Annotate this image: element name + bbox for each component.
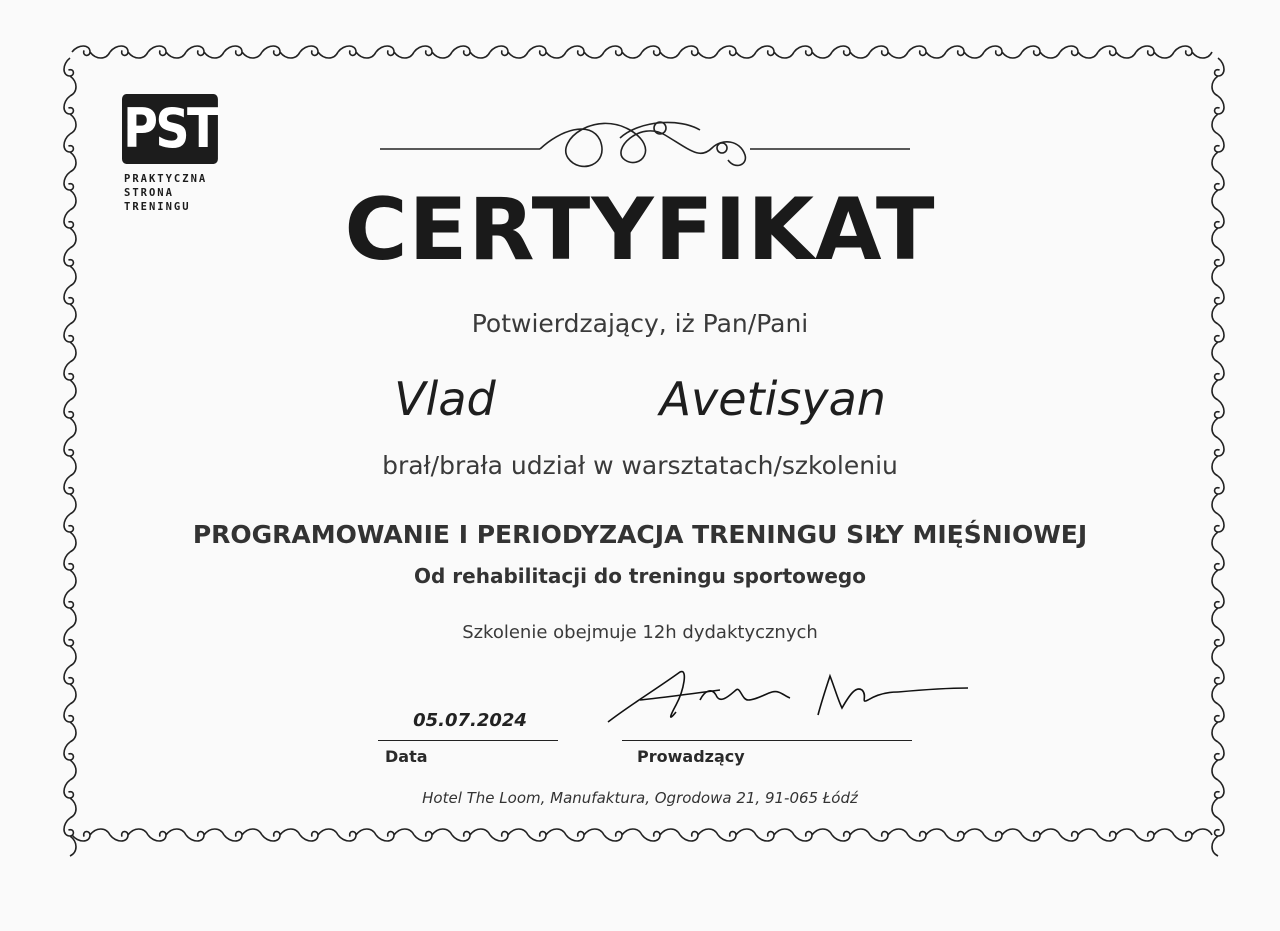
logo-subtitle-line: STRONA — [124, 187, 174, 199]
program-subtitle: Od rehabilitacji do treningu sportowego — [414, 564, 866, 588]
date-caption: Data — [385, 747, 428, 766]
date-value: 05.07.2024 — [413, 710, 527, 731]
participant-name: Vlad Avetisyan — [394, 372, 886, 426]
certificate-title: CERTYFIKAT — [344, 180, 936, 280]
signature-line — [622, 740, 912, 741]
participation-text: brał/brała udział w warsztatach/szkoleniu — [382, 451, 898, 480]
logo-subtitle-line: TRENINGU — [124, 201, 191, 213]
pst-logo: PST — [122, 94, 218, 164]
hours-text: Szkolenie obejmuje 12h dydaktycznych — [462, 622, 818, 643]
signature — [608, 672, 968, 722]
logo-subtitle-line: PRAKTYCZNA — [124, 173, 208, 185]
date-line — [378, 740, 558, 741]
program-title: PROGRAMOWANIE I PERIODYZACJA TRENINGU SIŁY MIĘŚNIOWEJ — [192, 520, 1088, 549]
event-address: Hotel The Loom, Manufaktura, Ogrodowa 21, 91-065 Łódź — [422, 789, 858, 807]
confirm-text: Potwierdzający, iż Pan/Pani — [471, 309, 809, 338]
title-flourish — [380, 122, 910, 166]
trainer-caption: Prowadzący — [637, 747, 745, 766]
